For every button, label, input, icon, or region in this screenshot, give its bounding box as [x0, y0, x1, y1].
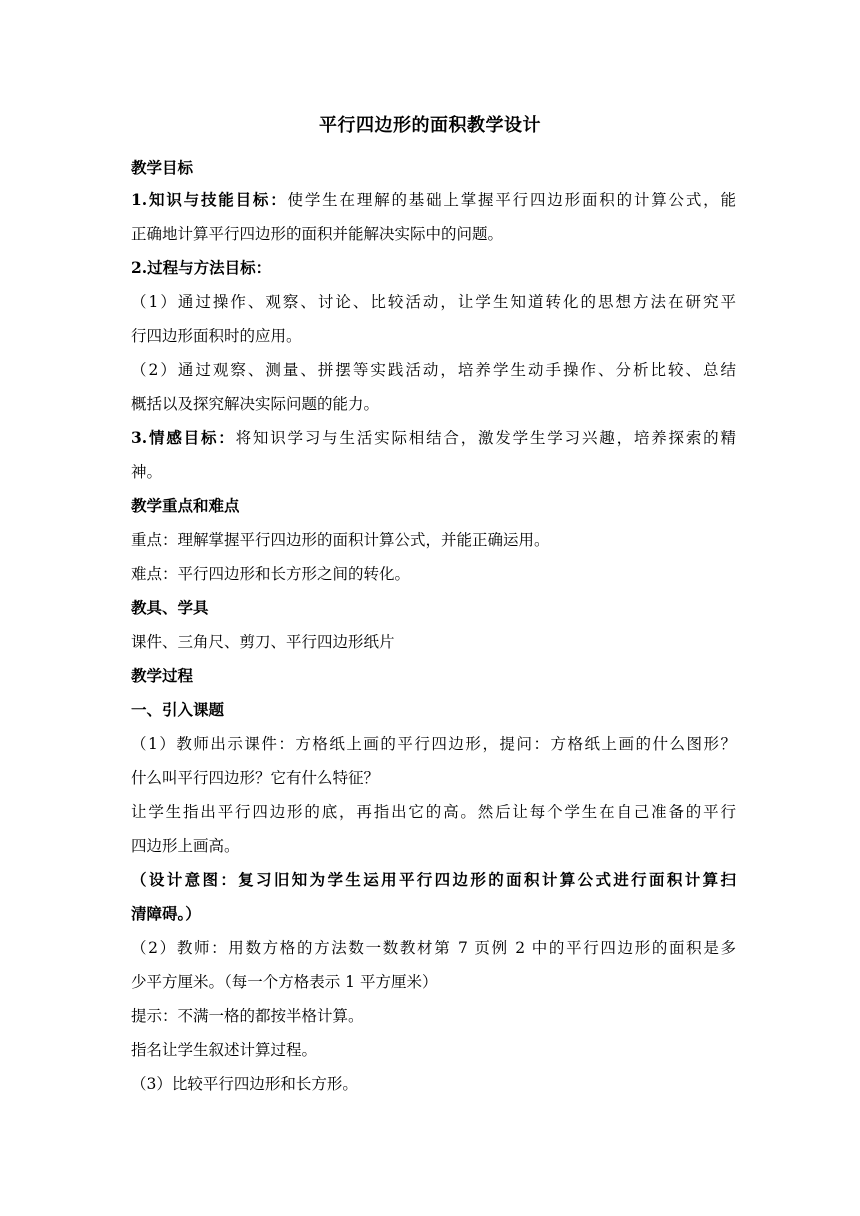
objective-process-label: 2.过程与方法目标： — [131, 258, 272, 277]
student-narrate-line: 指名让学生叙述计算过程。 — [131, 1041, 318, 1059]
objective-knowledge-line-2: 正确地计算平行四边形的面积并能解决实际中的问题。 — [131, 225, 504, 243]
intro-step-2-line-1: （2）教师：用数方格的方法数一数教材第 7 页例 2 中的平行四边形的面积是多 — [131, 939, 736, 957]
objective-knowledge-label: 1.知识与技能目标： — [131, 190, 288, 209]
subsection-heading-intro: 一、引入课题 — [131, 700, 225, 719]
section-heading-process: 教学过程 — [131, 666, 194, 685]
intro-step-3-line: （3）比较平行四边形和长方形。 — [131, 1075, 358, 1093]
section-heading-objectives: 教学目标 — [131, 158, 194, 177]
intro-step-1-line-1: （1）教师出示课件：方格纸上画的平行四边形，提问：方格纸上画的什么图形？ — [131, 735, 736, 753]
section-heading-key-points: 教学重点和难点 — [131, 496, 240, 515]
objective-process-item-2-line-2: 概括以及探究解决实际问题的能力。 — [131, 395, 380, 413]
design-intent-line-1: （设计意图：复习旧知为学生运用平行四边形的面积计算公式进行面积计算扫 — [131, 870, 736, 889]
objective-process-item-2-line-1: （2）通过观察、测量、拼摆等实践活动，培养学生动手操作、分析比较、总结 — [131, 361, 736, 379]
document-title: 平行四边形的面积教学设计 — [319, 115, 541, 136]
tools-line: 课件、三角尺、剪刀、平行四边形纸片 — [131, 633, 395, 651]
intro-step-1-line-4: 四边形上画高。 — [131, 837, 240, 855]
intro-step-1-line-3: 让学生指出平行四边形的底，再指出它的高。然后让每个学生在自己准备的平行 — [131, 803, 736, 821]
difficulty-line: 难点：平行四边形和长方形之间的转化。 — [131, 565, 411, 583]
hint-line: 提示：不满一格的都按半格计算。 — [131, 1007, 364, 1025]
objective-emotion-line-1 — [131, 426, 736, 450]
objective-emotion-line-2: 神。 — [131, 463, 163, 481]
objective-knowledge-text: 使学生在理解的基础上掌握平行四边形面积的计算公式，能 — [287, 191, 736, 209]
objective-emotion-text: 将知识学习与生活实际相结合，激发学生学习兴趣，培养探索的精 — [235, 429, 736, 447]
key-point-line: 重点：理解掌握平行四边形的面积计算公式，并能正确运用。 — [131, 531, 550, 549]
design-intent-line-2: 清障碍。） — [131, 904, 201, 923]
section-heading-tools: 教具、学具 — [131, 598, 209, 617]
intro-step-2-line-2: 少平方厘米。（每一个方格表示 1 平方厘米） — [131, 973, 438, 991]
objective-knowledge-line-1 — [131, 188, 736, 212]
objective-process-item-1-line-2: 行四边形面积时的应用。 — [131, 327, 302, 345]
objective-emotion-label: 3.情感目标： — [131, 428, 236, 447]
objective-process-item-1-line-1: （1）通过操作、观察、讨论、比较活动，让学生知道转化的思想方法在研究平 — [131, 293, 736, 311]
intro-step-1-line-2: 什么叫平行四边形？它有什么特征？ — [131, 769, 380, 787]
